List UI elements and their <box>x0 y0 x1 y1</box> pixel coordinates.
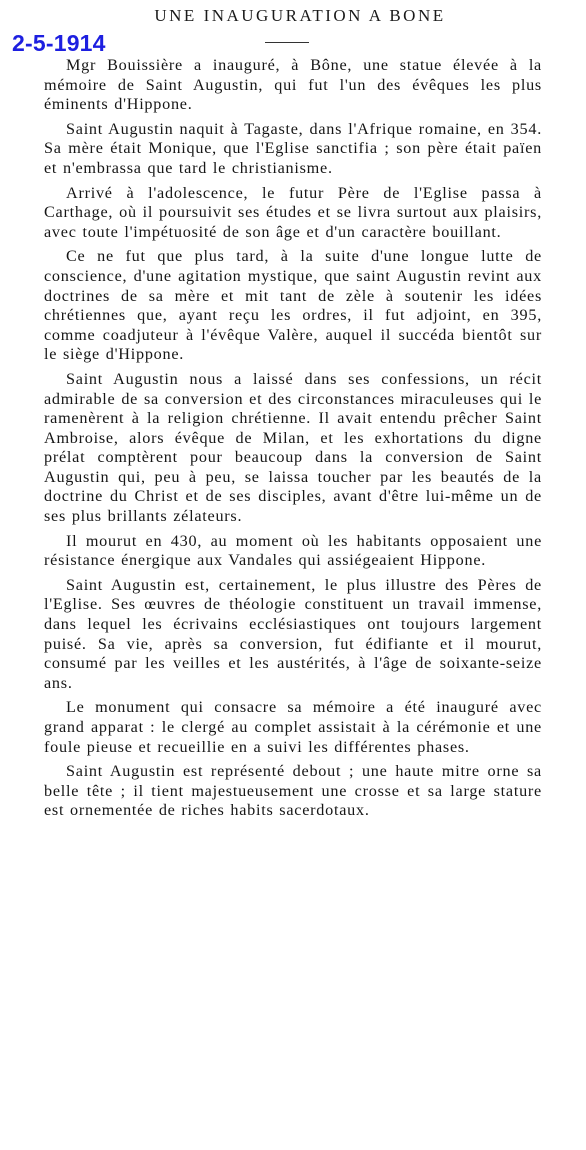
article-paragraph: Le monument qui consacre sa mémoire a été inauguré avec grand apparat : le clergé au complet assistait à la cérémonie et une foule pieuse et recueillie en a suivi les différentes phases. <box>44 698 542 756</box>
article-paragraph: Mgr Bouissière a inauguré, à Bône, une statue élevée à la mémoire de Saint Augustin, qui fut l'un des évêques les plus éminents d'Hippone. <box>44 56 542 114</box>
article-paragraph: Il mourut en 430, au moment où les habitants opposaient une résistance énergique aux Vandales qui assiégeaient Hippone. <box>44 531 542 570</box>
article-paragraph: Arrivé à l'adolescence, le futur Père de l'Eglise passa à Carthage, où il poursuivit ses études et se livra surtout aux plaisirs, avec toute l'impétuosité de son âge et d'un caractère bouillant. <box>44 183 542 241</box>
article-paragraph: Ce ne fut que plus tard, à la suite d'une longue lutte de conscience, d'une agitation mystique, que saint Augustin revint aux doctrines de sa mère et mit tant de zèle à soutenir les idées chrétiennes que, ayant reçu les ordres, il fut adjoint, en 395, comme coadjuteur à l'évêque Valère, auquel il succéda bientôt sur le siège d'Hippone. <box>44 247 542 364</box>
handwritten-date-label: 2-5-1914 <box>12 30 106 56</box>
article-headline: UNE INAUGURATION A BONE <box>154 6 446 25</box>
article-paragraph: Saint Augustin nous a laissé dans ses confessions, un récit admirable de sa conversion et des circonstances miraculeuses qui le ramenèrent à la religion chrétienne. Il avait entendu prêcher Saint Ambroise, alors évêque de Milan, et les exhortations du digne prélat comptèrent pour beaucoup dans la conversion de Saint Augustin qui, peu à peu, se laissa toucher par les beautés de la doctrine du Christ et de ses disciples, avant d'être lui-même un de ses plus brillants zélateurs. <box>44 369 542 526</box>
article-paragraph: Saint Augustin naquit à Tagaste, dans l'Afrique romaine, en 354. Sa mère était Monique, que l'Eglise sanctifia ; son père était païen et n'embrassa que tard le christianisme. <box>44 119 542 177</box>
article-paragraph: Saint Augustin est représenté debout ; une haute mitre orne sa belle tête ; il tient majestueusement une crosse et sa large stature est ornementée de riches habits sacerdotaux. <box>44 762 542 820</box>
article-paragraph: Saint Augustin est, certainement, le plus illustre des Pères de l'Eglise. Ses œuvres de théologie constituent un travail immense, dans lequel les écrivains ecclésiastiques ont toujours largement puisé. Sa vie, après sa conversion, fut édifiante et il mourut, consumé par les veilles et les austérités, à l'âge de soixante-seize ans. <box>44 575 542 692</box>
headline-divider <box>265 42 309 43</box>
article-body <box>44 56 542 826</box>
